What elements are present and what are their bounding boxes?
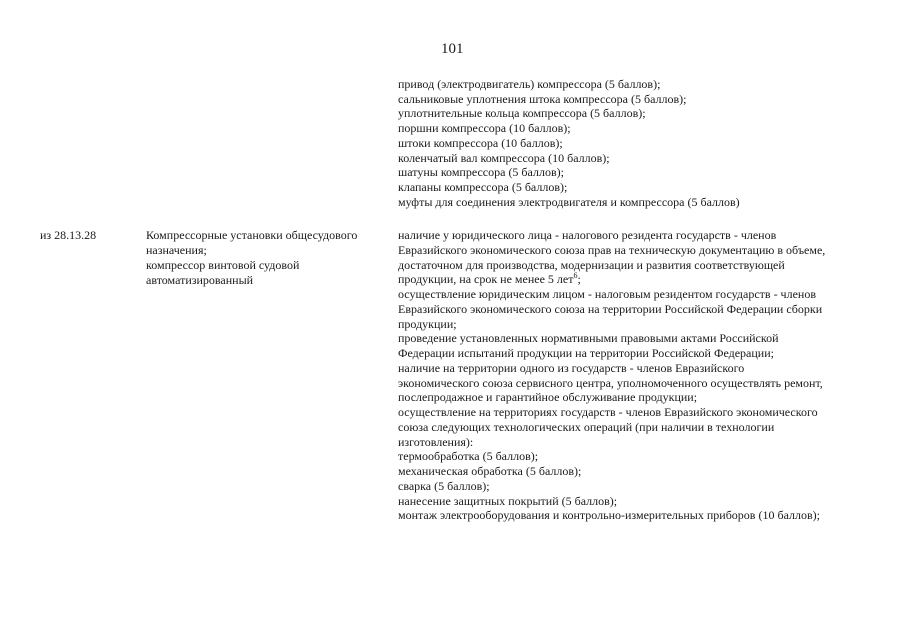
requirement-line: Федерации испытаний продукции на территории Российской Федерации; bbox=[398, 346, 774, 360]
product-name-line: Компрессорные установки общесудового bbox=[146, 228, 358, 242]
requirement-line: монтаж электрооборудования и контрольно-измерительных приборов (10 баллов); bbox=[398, 508, 820, 523]
product-name-line: автоматизированный bbox=[146, 273, 254, 287]
requirement-line: достаточном для производства, модернизации и развития соответствующей bbox=[398, 257, 785, 272]
requirement-text: продукции, на срок не менее 5 лет bbox=[398, 272, 574, 287]
requirement-line: наличие у юридического лица - налогового резидента государств - членов bbox=[398, 228, 777, 242]
requirement-line: наличие на территории одного из государств - членов Евразийского bbox=[398, 360, 745, 375]
requirement-line: механическая обработка (5 баллов); bbox=[398, 464, 582, 478]
requirement-punct: ; bbox=[577, 272, 581, 287]
list-item: муфты для соединения электродвигателя и компрессора (5 баллов) bbox=[398, 194, 740, 209]
list-item: штоки компрессора (10 баллов); bbox=[398, 135, 563, 150]
list-item: сальниковые уплотнения штока компрессора (5 баллов); bbox=[398, 91, 687, 106]
list-item: шатуны компрессора (5 баллов); bbox=[398, 165, 564, 180]
list-item: уплотнительные кольца компрессора (5 баллов); bbox=[398, 106, 646, 121]
footnote-marker: 6 bbox=[573, 271, 578, 281]
requirement-line: термообработка (5 баллов); bbox=[398, 449, 539, 464]
requirement-line: Евразийского экономического союза на территории Российской Федерации сборки bbox=[398, 301, 823, 316]
list-item: коленчатый вал компрессора (10 баллов); bbox=[398, 150, 610, 165]
requirement-line: Евразийского экономического союза прав на техническую документацию в объеме, bbox=[398, 242, 826, 257]
requirement-line: послепродажное и гарантийное обслуживание продукции; bbox=[398, 390, 698, 405]
product-name-line: компрессор винтовой судовой bbox=[146, 258, 300, 272]
requirement-line: осуществление на территориях государств - членов Евразийского экономического bbox=[398, 405, 818, 419]
requirements bbox=[398, 228, 888, 523]
page-number: 101 bbox=[441, 41, 464, 57]
requirement-line bbox=[398, 272, 888, 287]
list-item: поршни компрессора (10 баллов); bbox=[398, 121, 571, 136]
requirement-line: нанесение защитных покрытий (5 баллов); bbox=[398, 493, 618, 508]
component-list bbox=[398, 77, 888, 209]
requirement-line: сварка (5 баллов); bbox=[398, 478, 490, 493]
requirement-line: союза следующих технологических операций (при наличии в технологии bbox=[398, 419, 775, 434]
requirement-line: экономического союза сервисного центра, уполномоченного осуществлять ремонт, bbox=[398, 375, 823, 390]
list-item: клапаны компрессора (5 баллов); bbox=[398, 179, 568, 194]
requirement-line: проведение установленных нормативными правовыми актами Российской bbox=[398, 331, 779, 346]
requirement-line: изготовления): bbox=[398, 434, 474, 449]
product-code: из 28.13.28 bbox=[40, 228, 97, 242]
list-item: привод (электродвигатель) компрессора (5 баллов); bbox=[398, 77, 661, 91]
product-name bbox=[146, 228, 386, 288]
requirement-line: продукции; bbox=[398, 316, 457, 331]
requirement-line: осуществление юридическим лицом - налоговым резидентом государств - членов bbox=[398, 287, 816, 301]
product-name-line: назначения; bbox=[146, 243, 207, 257]
